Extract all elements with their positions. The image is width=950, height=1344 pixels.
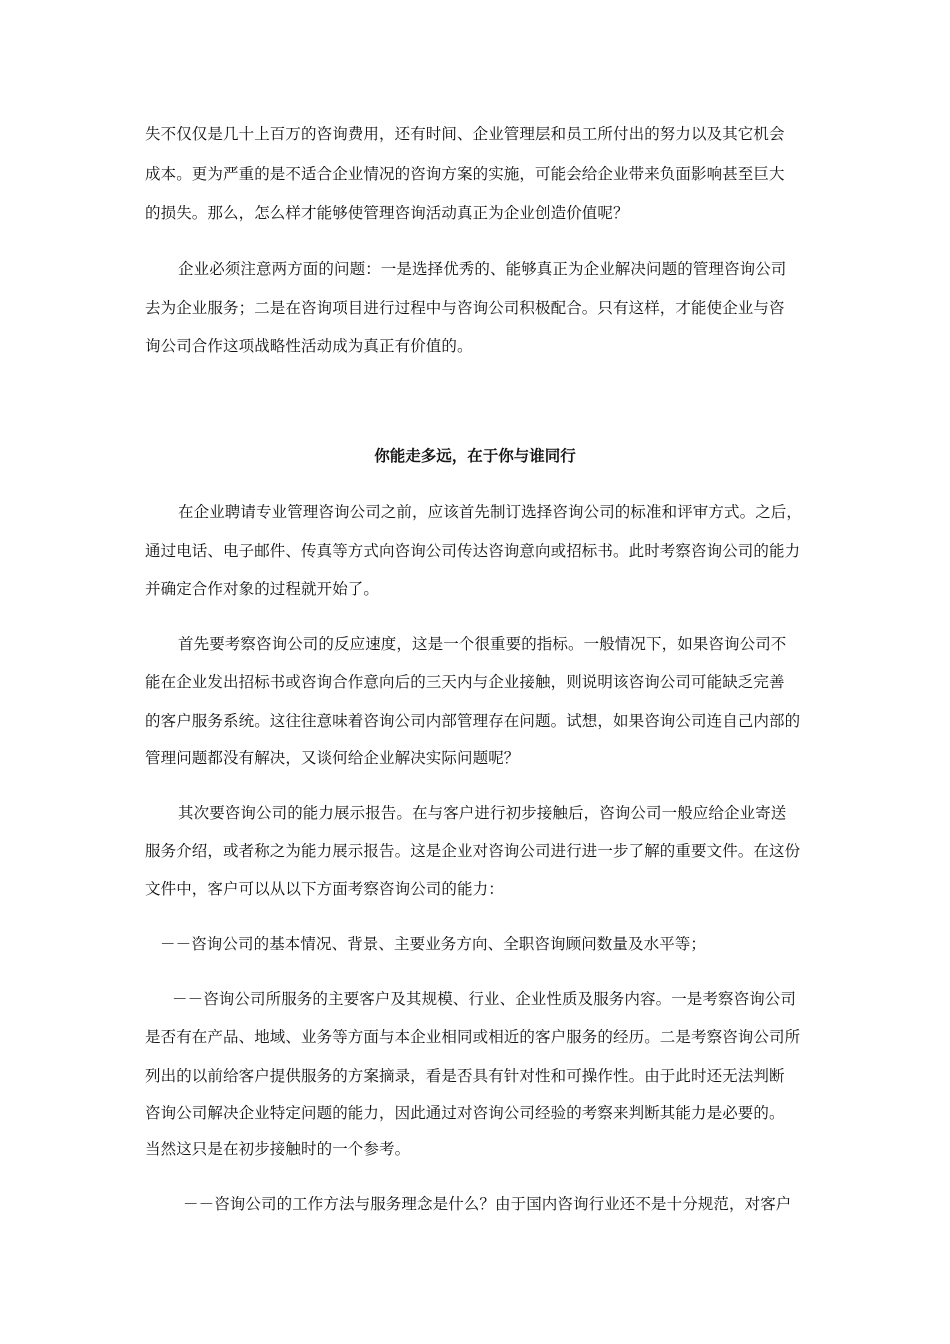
section-paragraph-1-line-3: 并确定合作对象的过程就开始了。 [145,580,380,598]
list-item-2-line-1: －－咨询公司所服务的主要客户及其规模、行业、企业性质及服务内容。一是考察咨询公司 [172,990,797,1008]
section-paragraph-2-line-4: 管理问题都没有解决，又谈何给企业解决实际问题呢？ [145,749,520,767]
paragraph-1-line-2: 成本。更为严重的是不适合企业情况的咨询方案的实施，可能会给企业带来负面影响甚至巨大 [145,165,785,183]
section-title: 你能走多远，在于你与谁同行 [374,447,576,465]
paragraph-1-line-3: 的损失。那么，怎么样才能够使管理咨询活动真正为企业创造价值呢？ [145,204,629,222]
section-paragraph-3-line-2: 服务介绍，或者称之为能力展示报告。这是企业对咨询公司进行进一步了解的重要文件。在这份 [145,842,801,860]
list-item-2-line-4: 咨询公司解决企业特定问题的能力，因此通过对咨询公司经验的考察来判断其能力是必要的。 [145,1104,785,1122]
section-paragraph-1-line-1: 在企业聘请专业管理咨询公司之前，应该首先制订选择咨询公司的标准和评审方式。之后， [178,503,803,521]
paragraph-2-line-3: 询公司合作这项战略性活动成为真正有价值的。 [145,337,473,355]
section-paragraph-2-line-3: 的客户服务系统。这往往意味着咨询公司内部管理存在问题。试想，如果咨询公司连自己内部的 [145,712,801,730]
section-paragraph-3-line-1: 其次要咨询公司的能力展示报告。在与客户进行初步接触后，咨询公司一般应给企业寄送 [178,804,787,822]
section-paragraph-2-line-2: 能在企业发出招标书或咨询合作意向后的三天内与企业接触，则说明该咨询公司可能缺乏完善 [145,673,785,691]
list-item-1: －－咨询公司的基本情况、背景、主要业务方向、全职咨询顾问数量及水平等； [160,935,707,953]
section-paragraph-2-line-1: 首先要考察咨询公司的反应速度，这是一个很重要的指标。一般情况下，如果咨询公司不 [178,635,787,653]
list-item-3-line-1: －－咨询公司的工作方法与服务理念是什么？由于国内咨询行业还不是十分规范，对客户 [183,1195,792,1213]
list-item-2-line-3: 列出的以前给客户提供服务的方案摘录，看是否具有针对性和可操作性。由于此时还无法判断 [145,1067,785,1085]
list-item-2-line-5: 当然这只是在初步接触时的一个参考。 [145,1140,411,1158]
paragraph-2-line-1: 企业必须注意两方面的问题：一是选择优秀的、能够真正为企业解决问题的管理咨询公司 [178,260,787,278]
section-paragraph-3-line-3: 文件中，客户可以从以下方面考察咨询公司的能力： [145,880,504,898]
list-item-2-line-2: 是否有在产品、地域、业务等方面与本企业相同或相近的客户服务的经历。二是考察咨询公司所 [145,1028,801,1046]
paragraph-1-line-1: 失不仅仅是几十上百万的咨询费用，还有时间、企业管理层和员工所付出的努力以及其它机会 [145,125,785,143]
section-paragraph-1-line-2: 通过电话、电子邮件、传真等方式向咨询公司传达咨询意向或招标书。此时考察咨询公司的能力 [145,542,801,560]
paragraph-2-line-2: 去为企业服务；二是在咨询项目进行过程中与咨询公司积极配合。只有这样，才能使企业与咨 [145,299,785,317]
